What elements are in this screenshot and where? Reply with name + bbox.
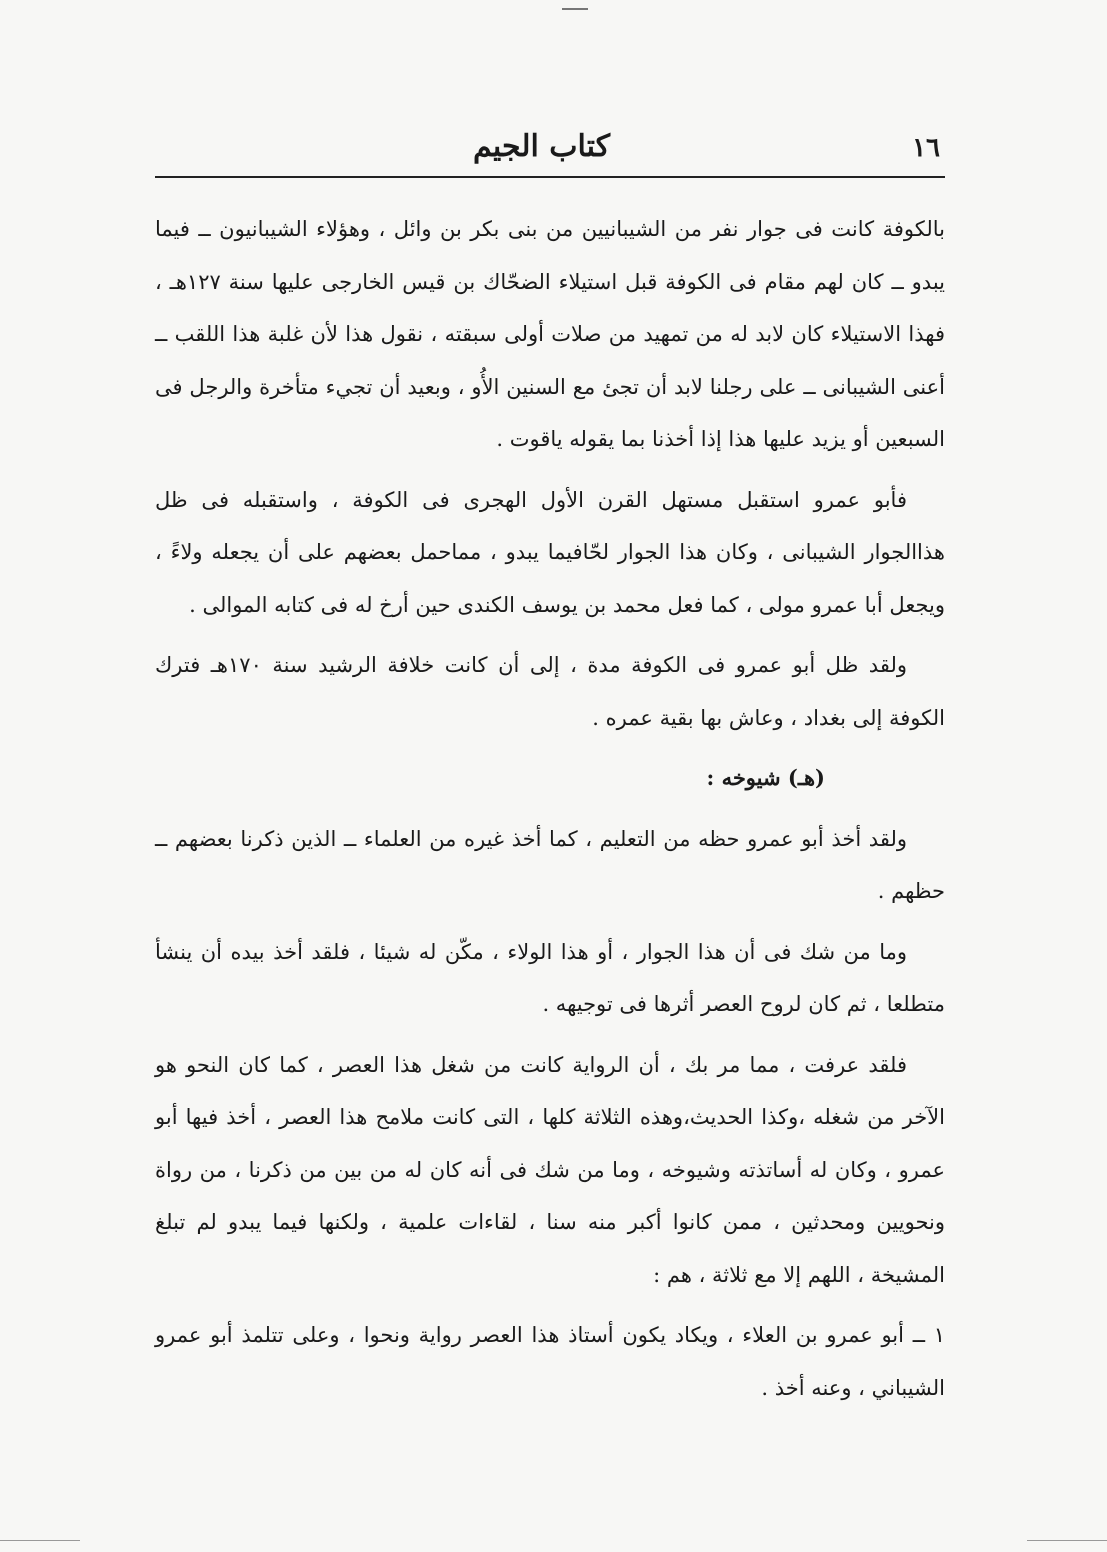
paragraph-move-to-baghdad: ولقد ظل أبو عمرو فى الكوفة مدة ، إلى أن كانت خلافة الرشيد سنة ١٧٠هـ فترك الكوفة إلى بغداد ، وعاش بها بقية عمره . — [155, 653, 945, 730]
paragraph-era-scholarship: فلقد عرفت ، مما مر بك ، أن الرواية كانت من شغل هذا العصر ، كما كان النحو هو الآخر من شغله ،وكذا الحديث،وهذه الثلاثة كلها ، التى كانت ملامح هذا العصر ، أخذ فيها أبو عمرو ، وكان له أساتذته وشيوخه ، وما من شك فى أنه كان له من بين من ذكرنا ، من رواة ونحويين ومحدثين ، ممن كانوا أكبر منه سنا ، لقاءات علمية ، ولكنها فيما يبدو لم تبلغ المشيخة ، اللهم إلا مع ثلاثة ، هم : — [155, 1052, 945, 1287]
paragraph-kufa-neighborhood: فأبو عمرو استقبل مستهل القرن الأول الهجرى فى الكوفة ، واستقبله فى ظل هذاالجوار الشيبانى ، وكان هذا الجوار لحّافيما يبدو ، مماحمل بعضهم على أن يجعله ولاءً ، ويجعل أبا عمرو مولى ، كما فعل محمد بن يوسف الكندى حين أرخ له فى كتابه الموالى . — [155, 487, 945, 617]
paragraph-continuation: بالكوفة كانت فى جوار نفر من الشيبانيين من بنى بكر بن وائل ، وهؤلاء الشيبانيون ــ فيما يبدو ــ كان لهم مقام فى الكوفة قبل استيلاء الضحّاك بن قيس الخارجى عليها سنة ١٢٧هـ ، فهذا الاستيلاء كان لابد له من تمهيد من صلات أولى سبقته ، نقول هذا لأن غلبة هذا اللقب ــ أعنى الشيبانى ــ على رجلنا لابد أن تجئ مع السنين الأُو ، وبعيد أن تجيء متأخرة والرجل فى السبعين أو يزيد عليها هذا إذا أخذنا بما يقوله ياقوت . — [155, 217, 945, 451]
paragraph-patronage: وما من شك فى أن هذا الجوار ، أو هذا الولاء ، مكّن له شيئا ، فلقد أخذ بيده أن ينشأ متطلعا ، ثم كان لروح العصر أثرها فى توجيهه . — [155, 939, 945, 1016]
section-heading-teachers: (هـ) شيوخه : — [706, 765, 825, 790]
header-rule — [155, 176, 945, 178]
list-item-first-teacher: ١ ــ أبو عمرو بن العلاء ، ويكاد يكون أستاذ هذا العصر رواية ونحوا ، وعلى تتلمذ أبو عمرو الشيباني ، وعنه أخذ . — [155, 1323, 945, 1400]
page-number: ١٦ — [912, 133, 940, 163]
bottom-scan-mark-right — [1027, 1540, 1107, 1541]
running-title: كتاب الجيم — [472, 129, 610, 164]
page-header — [150, 125, 940, 177]
top-scan-mark — [562, 8, 588, 10]
paragraph-education: ولقد أخذ أبو عمرو حظه من التعليم ، كما أخذ غيره من العلماء ــ الذين ذكرنا بعضهم ــ حظهم . — [155, 826, 945, 903]
body-text — [155, 203, 945, 1422]
bottom-scan-mark-left — [0, 1540, 80, 1541]
